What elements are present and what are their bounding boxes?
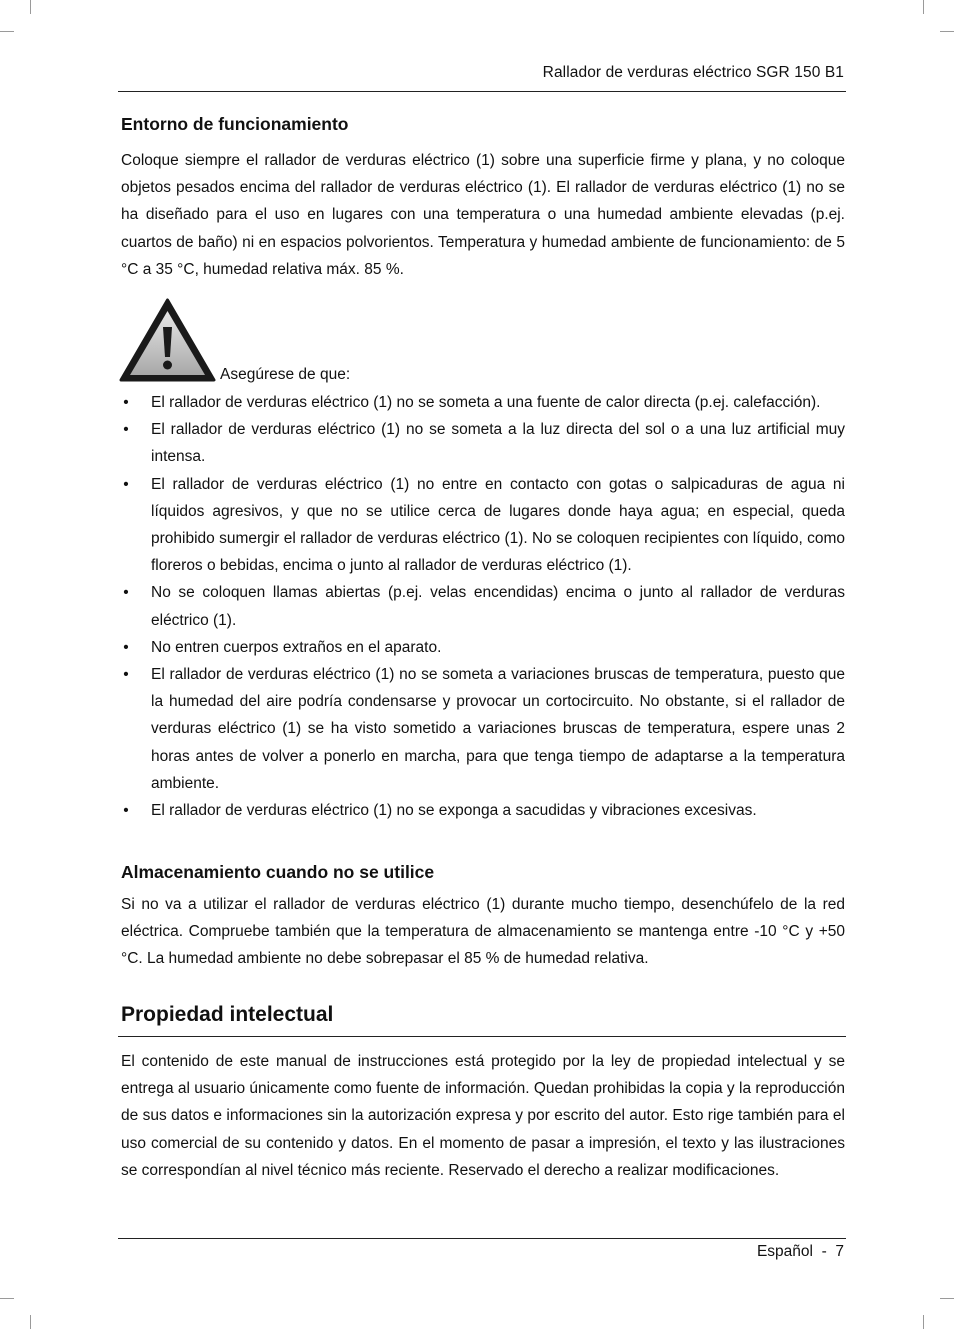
section-rule — [118, 1036, 846, 1037]
section-heading-environment: Entorno de funcionamiento — [121, 114, 349, 134]
list-item — [121, 389, 845, 416]
list-item-text: El rallador de verduras eléctrico (1) no se someta a variaciones bruscas de temperatura, puesto que la humedad del aire podría condensarse y provocar un cortocircuito. No obstante, si el rallador de verduras eléctrico (1) se ha visto sometido a variaciones bruscas de temperatura, espere unas 2 horas antes de volver a ponerlo en marcha, para que tenga tiempo de adaptarse a la temperatura ambiente. — [151, 666, 845, 792]
list-item-text: No entren cuerpos extraños en el aparato. — [151, 638, 442, 656]
section-heading-ip: Propiedad intelectual — [121, 1003, 334, 1026]
list-item-text: El rallador de verduras eléctrico (1) no entre en contacto con gotas o salpicaduras de agua ni líquidos agresivos, y que no se utilice cerca de lugares donde haya agua; en especial, queda prohibido sumergir el rallador de verduras eléctrico (1). No se coloquen recipientes con líquido, como floreros o bebidas, encima o junto al rallador de verduras eléctrico (1). — [151, 475, 845, 575]
bullet-symbol: • — [123, 802, 129, 820]
list-item-text: El rallador de verduras eléctrico (1) no se someta a una fuente de calor directa (p.ej. calefacción). — [151, 394, 821, 411]
list-item — [121, 579, 845, 633]
list-item — [121, 797, 845, 824]
bullet-symbol: • — [123, 638, 129, 656]
ip-paragraph: El contenido de este manual de instrucciones está protegido por la ley de propiedad intelectual y se entrega al usuario únicamente como fuente de información. Quedan prohibidas la copia y la reproducción de sus datos e informaciones sin la autorización expresa y por escrito del autor. Esto rige también para el uso comercial de su contenido y datos. En el momento de pasar a impresión, el texto y las ilustraciones se correspondían al nivel técnico más reciente. Reservado el derecho a realizar modificaciones. — [121, 1053, 845, 1179]
crop-mark — [940, 31, 954, 32]
header-rule — [118, 91, 846, 92]
running-header: Rallador de verduras eléctrico SGR 150 B1 — [542, 64, 844, 81]
bullet-symbol: • — [123, 421, 129, 439]
page-number: Español - 7 — [756, 1243, 844, 1260]
list-item — [121, 634, 845, 661]
bullet-symbol: • — [123, 394, 129, 411]
list-item — [121, 661, 845, 797]
list-item-text: No se coloquen llamas abiertas (p.ej. velas encendidas) encima o junto al rallador de verduras eléctrico (1). — [151, 584, 845, 629]
crop-mark — [923, 1315, 924, 1329]
crop-mark — [30, 1315, 31, 1329]
crop-mark — [0, 31, 14, 32]
warning-intro: Asegúrese de que: — [220, 366, 351, 383]
warning-triangle-icon — [119, 297, 216, 383]
list-item-text: El rallador de verduras eléctrico (1) no se exponga a sacudidas y vibraciones excesivas. — [151, 802, 757, 820]
warning-list — [121, 389, 845, 824]
section-heading-storage: Almacenamiento cuando no se utilice — [121, 862, 435, 882]
crop-mark — [30, 0, 31, 14]
crop-mark — [940, 1298, 954, 1299]
list-item — [121, 471, 845, 580]
crop-mark — [0, 1298, 14, 1299]
crop-mark — [923, 0, 924, 14]
list-item — [121, 416, 845, 470]
environment-paragraph: Coloque siempre el rallador de verduras eléctrico (1) sobre una superficie firme y plana, y no coloque objetos pesados encima del rallador de verduras eléctrico (1). El rallador de verduras eléctrico (1) no se ha diseñado para el uso en lugares con una temperatura o una humedad ambiente elevadas (p.ej. cuartos de baño) ni en espacios polvorientos. Temperatura y humedad ambiente de funcionamiento: de 5 °C a 35 °C, humedad relativa máx. 85 %. — [121, 152, 845, 278]
storage-paragraph: Si no va a utilizar el rallador de verduras eléctrico (1) durante mucho tiempo, desenchúfelo de la red eléctrica. Compruebe también que la temperatura de almacenamiento se mantenga entre -10 °C y +50 °C. La humedad ambiente no debe sobrepasar el 85 % de humedad relativa. — [121, 896, 845, 968]
bullet-symbol: • — [123, 475, 129, 493]
bullet-symbol: • — [123, 584, 129, 602]
bullet-symbol: • — [123, 666, 129, 684]
list-item-text: El rallador de verduras eléctrico (1) no se someta a la luz directa del sol o a una luz artificial muy intensa. — [151, 421, 845, 466]
footer-rule — [118, 1238, 846, 1239]
